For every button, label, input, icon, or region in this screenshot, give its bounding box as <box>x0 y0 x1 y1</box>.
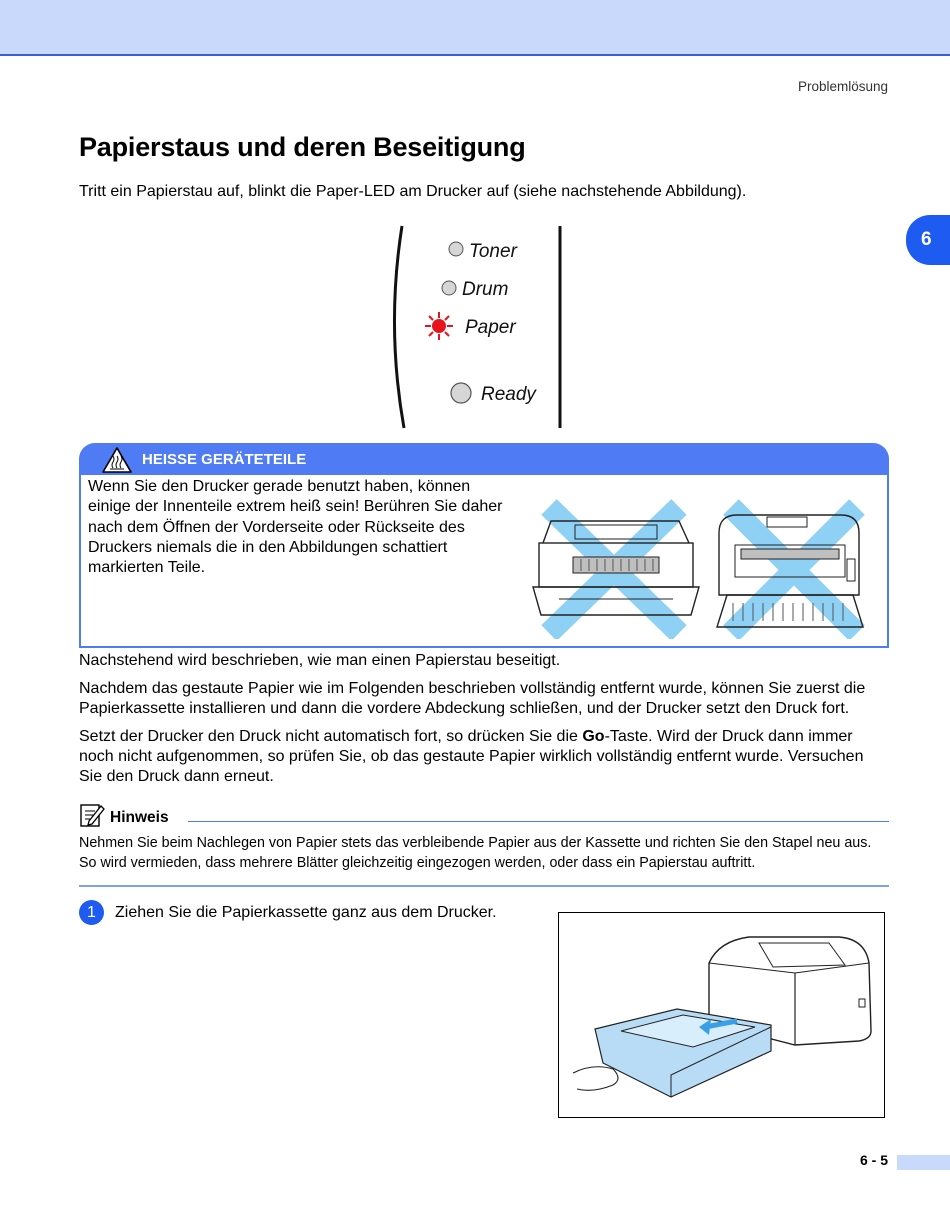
go-key-name: Go <box>582 728 605 745</box>
drum-label: Drum <box>462 279 509 300</box>
toner-led <box>449 242 463 256</box>
paragraph-3 <box>79 727 891 787</box>
note-text: Nehmen Sie beim Nachlegen von Papier stets das verbleibende Papier aus der Kassette und richten Sie den Stapel neu aus. So wird vermieden, dass mehrere Blätter gleichzeitig eingezogen werden, oder dass ein Papierstau auftritt. <box>79 835 872 871</box>
note-rule <box>188 821 889 822</box>
page-title: Papierstaus und deren Beseitigung <box>79 132 526 162</box>
printer-front-hot-parts-figure <box>529 499 703 639</box>
ready-led <box>451 383 471 403</box>
panel-left-curve <box>394 226 404 428</box>
pull-out-paper-tray-figure <box>559 913 884 1117</box>
hot-surface-warning-icon <box>101 446 133 474</box>
warning-title: HEISSE GERÄTETEILE <box>142 451 307 468</box>
paper-label: Paper <box>465 317 516 338</box>
paragraph-3-start: Setzt der Drucker den Druck nicht automatisch fort, so drücken Sie die <box>79 728 583 745</box>
paragraph-2: Nachdem das gestaute Papier wie im Folgenden beschrieben vollständig entfernt wurde, können Sie zuerst die Papierkassette installieren und dann die vordere Abdeckung schließen, und der Drucker setzt den Druck fort. <box>79 680 866 717</box>
led-panel-figure <box>390 222 570 432</box>
ready-label: Ready <box>481 384 536 405</box>
paper-led-blinking <box>425 312 453 340</box>
note-bottom-rule <box>79 885 889 887</box>
intro-paragraph: Tritt ein Papierstau auf, blinkt die Paper-LED am Drucker auf (siehe nachstehende Abbildung). <box>79 183 747 200</box>
step-illustration-frame <box>558 912 885 1118</box>
paragraph-1: Nachstehend wird beschrieben, wie man einen Papierstau beseitigt. <box>79 652 561 669</box>
toner-label: Toner <box>469 241 517 262</box>
drum-led <box>442 281 456 295</box>
top-band <box>0 0 950 56</box>
step-number-badge: 1 <box>79 900 104 925</box>
running-head: Problemlösung <box>797 79 888 94</box>
note-label: Hinweis <box>110 809 169 826</box>
warning-box <box>79 475 889 648</box>
chapter-tab[interactable]: 6 <box>906 215 950 265</box>
page-number-bar <box>897 1155 950 1170</box>
warning-header <box>79 443 889 475</box>
paragraph-3-end: -Taste. Wird der Druck dann immer noch nicht aufgenommen, so prüfen Sie, ob das gestaute Papier wirklich vollständig entfernt wurde. Versuchen Sie den Druck dann erneut. <box>79 728 864 785</box>
note-pencil-icon <box>79 802 105 828</box>
page-number: 6 - 5 <box>860 1152 889 1168</box>
step-text: Ziehen Sie die Papierkassette ganz aus dem Drucker. <box>115 904 497 921</box>
printer-back-hot-parts-figure <box>713 499 889 639</box>
warning-text: Wenn Sie den Drucker gerade benutzt haben, können einige der Innenteile extrem heiß sein! Berühren Sie daher nach dem Öffnen der Vorderseite oder Rückseite des Druckers niemals die in den Abbildungen schattiert markierten Teile. <box>88 478 503 577</box>
